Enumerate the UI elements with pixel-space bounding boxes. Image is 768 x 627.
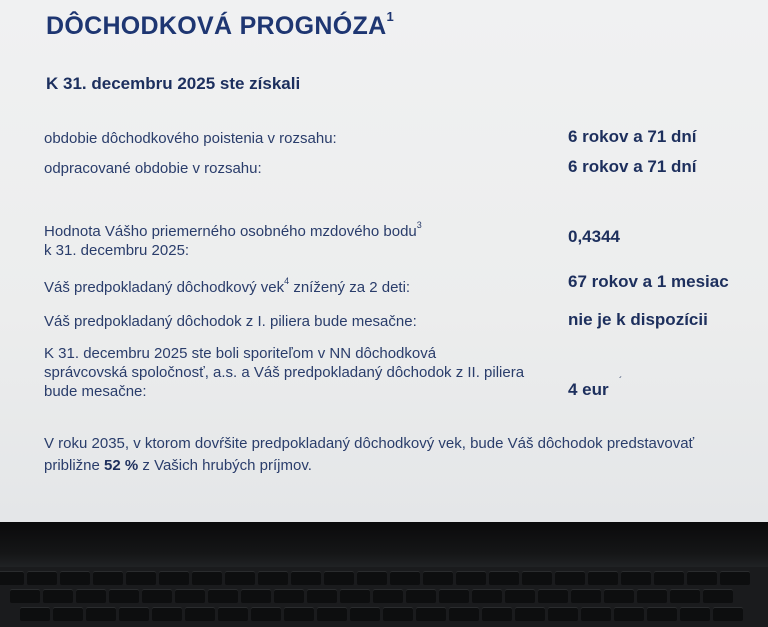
key bbox=[621, 571, 651, 585]
key bbox=[571, 589, 601, 603]
key bbox=[119, 607, 149, 621]
key bbox=[291, 571, 321, 585]
key bbox=[687, 571, 717, 585]
insurance-period-value: 6 rokov a 71 dní bbox=[568, 127, 697, 146]
key bbox=[555, 571, 585, 585]
key bbox=[713, 607, 743, 621]
key bbox=[0, 571, 24, 585]
pillar2-label bbox=[44, 344, 524, 401]
key bbox=[208, 589, 238, 603]
pillar2-line1: K 31. decembru 2025 ste boli sporiteľom v NN dôchodková bbox=[44, 345, 437, 362]
wage-point-footnote: 3 bbox=[416, 220, 422, 230]
key bbox=[505, 589, 535, 603]
key bbox=[60, 571, 90, 585]
pillar2-line2: správcovská spoločnosť, a.s. a Váš predpokladaný dôchodok z II. piliera bbox=[44, 364, 525, 381]
key bbox=[258, 571, 288, 585]
key bbox=[185, 607, 215, 621]
key bbox=[515, 607, 545, 621]
key bbox=[274, 589, 304, 603]
key bbox=[284, 607, 314, 621]
key bbox=[241, 589, 271, 603]
wage-point-value: 0,4344 bbox=[568, 227, 620, 246]
retirement-age-label bbox=[44, 274, 410, 297]
key bbox=[225, 571, 255, 585]
title-footnote: 1 bbox=[386, 8, 394, 24]
wage-point-line2: k 31. decembru 2025: bbox=[44, 242, 190, 259]
key bbox=[152, 607, 182, 621]
retirement-age-text-a: Váš predpokladaný dôchodkový vek bbox=[44, 279, 285, 296]
laptop-bezel bbox=[0, 522, 768, 567]
pillar1-value: nie je k dispozícii bbox=[568, 310, 708, 329]
key bbox=[680, 607, 710, 621]
key bbox=[456, 571, 486, 585]
key bbox=[251, 607, 281, 621]
key bbox=[647, 607, 677, 621]
key bbox=[423, 571, 453, 585]
key bbox=[307, 589, 337, 603]
key bbox=[637, 589, 667, 603]
worked-period-label: odpracované obdobie v rozsahu: bbox=[44, 160, 262, 177]
key bbox=[76, 589, 106, 603]
key bbox=[53, 607, 83, 621]
summary-text-b: z Vašich hrubých príjmov. bbox=[138, 457, 312, 474]
key bbox=[482, 607, 512, 621]
key bbox=[218, 607, 248, 621]
wage-point-line1: Hodnota Vášho priemerného osobného mzdového bodu bbox=[44, 223, 417, 240]
laptop-keyboard bbox=[0, 567, 768, 627]
section-subtitle: K 31. decembru 2025 ste získali bbox=[46, 74, 301, 93]
worked-period-value: 6 rokov a 71 dní bbox=[568, 157, 697, 176]
summary-percent: 52 % bbox=[104, 457, 139, 474]
key bbox=[654, 571, 684, 585]
key bbox=[548, 607, 578, 621]
key bbox=[439, 589, 469, 603]
key bbox=[538, 589, 568, 603]
key bbox=[324, 571, 354, 585]
pillar1-label: Váš predpokladaný dôchodok z I. piliera bude mesačne: bbox=[44, 313, 417, 330]
key bbox=[93, 571, 123, 585]
keyboard-row-fn bbox=[0, 571, 750, 585]
key bbox=[43, 589, 73, 603]
key bbox=[670, 589, 700, 603]
key bbox=[126, 571, 156, 585]
page-title bbox=[46, 8, 394, 41]
key bbox=[340, 589, 370, 603]
key bbox=[406, 589, 436, 603]
retirement-age-text-b: znížený za 2 deti: bbox=[289, 279, 411, 296]
pillar2-line3: bude mesačne: bbox=[44, 383, 147, 400]
key bbox=[317, 607, 347, 621]
key bbox=[175, 589, 205, 603]
summary-text-a: V roku 2035, v ktorom dovŕšite predpokladaný dôchodkový vek, bude Váš dôchodok predstavovať približne bbox=[44, 435, 695, 474]
key bbox=[192, 571, 222, 585]
pillar2-value: 4 eur bbox=[568, 380, 609, 399]
key bbox=[142, 589, 172, 603]
title-text: DÔCHODKOVÁ PROGNÓZA bbox=[46, 12, 387, 40]
retirement-age-footnote: 4 bbox=[284, 276, 290, 286]
key bbox=[703, 589, 733, 603]
key bbox=[522, 571, 552, 585]
insurance-period-label: obdobie dôchodkového poistenia v rozsahu: bbox=[44, 130, 337, 147]
key bbox=[472, 589, 502, 603]
summary-paragraph bbox=[44, 433, 704, 477]
key bbox=[604, 589, 634, 603]
key bbox=[489, 571, 519, 585]
key bbox=[390, 571, 420, 585]
key bbox=[416, 607, 446, 621]
tick-mark: ´ bbox=[619, 376, 623, 387]
key bbox=[581, 607, 611, 621]
wage-point-label bbox=[44, 218, 422, 260]
key bbox=[373, 589, 403, 603]
keyboard-row-letters bbox=[20, 607, 743, 621]
key bbox=[10, 589, 40, 603]
retirement-age-value: 67 rokov a 1 mesiac bbox=[568, 272, 729, 291]
key bbox=[350, 607, 380, 621]
key bbox=[449, 607, 479, 621]
key bbox=[588, 571, 618, 585]
key bbox=[720, 571, 750, 585]
key bbox=[159, 571, 189, 585]
key bbox=[383, 607, 413, 621]
keyboard-row-numbers bbox=[10, 589, 733, 603]
key bbox=[357, 571, 387, 585]
key bbox=[109, 589, 139, 603]
key bbox=[20, 607, 50, 621]
key bbox=[86, 607, 116, 621]
key bbox=[27, 571, 57, 585]
key bbox=[614, 607, 644, 621]
